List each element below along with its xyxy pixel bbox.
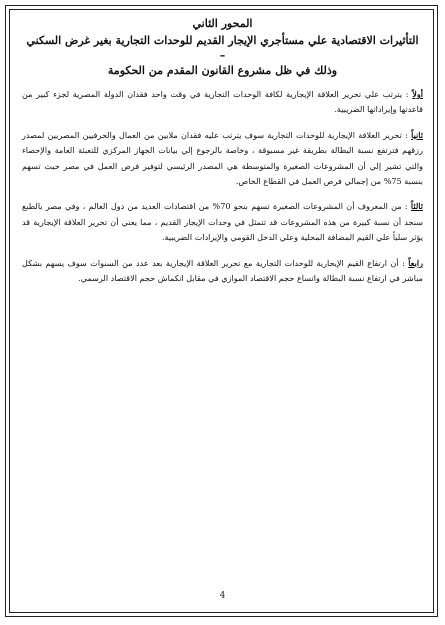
- page-content: [22, 16, 423, 296]
- paragraph-marker-third: ثالثاً: [410, 201, 423, 212]
- document-title-line-1: التأثيرات الاقتصادية علي مستأجري الإيجار القديم للوحدات التجارية بغير غرض السكني –: [26, 34, 419, 62]
- paragraph-marker-fourth: رابعاً: [408, 257, 423, 268]
- paragraph-text-second: : تحرير العلاقة الإيجارية للوحدات التجارية سوف يترتب عليه فقدان ملايين من العمال والحرفيين المصريين لمصدر رزقهم فترتفع نسبة البطالة بطريقة غير مسبوقة ، وخاصة بالرجوع إلي بيانات الجهاز المركزي للتعبئة العامة والإحصاء والتي تشير إلي أن المشروعات الصغيرة والمتوسطة هي المصدر الرئيسي لتوفير فرص العمل في مصر حيث تسهم بنسبة 75% من إجمالي فرص العمل في القطاع الخاص.: [22, 129, 423, 187]
- paragraph-text-fourth: : أن ارتفاع القيم الإيجارية للوحدات التجارية مع تحرير العلاقة الإيجارية بعد عدد من السنوات سوف يسهم بشكل مباشر في ارتفاع نسبة البطالة واتساع حجم الاقتصاد الموازي في مقابل انكماش حجم الاقتصاد الرسمي.: [22, 257, 423, 284]
- paragraph-third: [22, 199, 423, 245]
- paragraph-marker-second: ثانياً: [411, 129, 423, 140]
- paragraph-text-third: : من المعروف أن المشروعات الصغيرة تسهم بنحو 70% من اقتصادات العديد من دول العالم ، وفي مصر بالطبع سنجد أن نسبة كبيرة من هذه المشروعات قد تتمثل في وحدات الإيجار القديم ، مما يعني أن تحرير العلاقة الإيجارية قد يؤثر سلباً علي القيم المضافة المحلية وعلي الدخل القومي والإيرادات الضريبية.: [22, 201, 423, 243]
- page-number: 4: [219, 591, 226, 601]
- paragraph-second: [22, 128, 423, 190]
- document-title-line-2: وذلك في ظل مشروع القانون المقدم من الحكومة: [107, 64, 338, 77]
- paragraph-fourth: [22, 256, 423, 287]
- paragraph-text-first: : يترتب علي تحرير العلاقة الإيجارية لكافة الوحدات التجارية في وقت واحد فقدان الدولة المصرية لجزء كبير من قاعدتها وإيراداتها الضريبية.: [22, 89, 423, 115]
- axis-title: المحور الثاني: [192, 17, 253, 30]
- paragraph-first: [22, 87, 423, 118]
- paragraph-marker-first: أولاً: [412, 89, 423, 99]
